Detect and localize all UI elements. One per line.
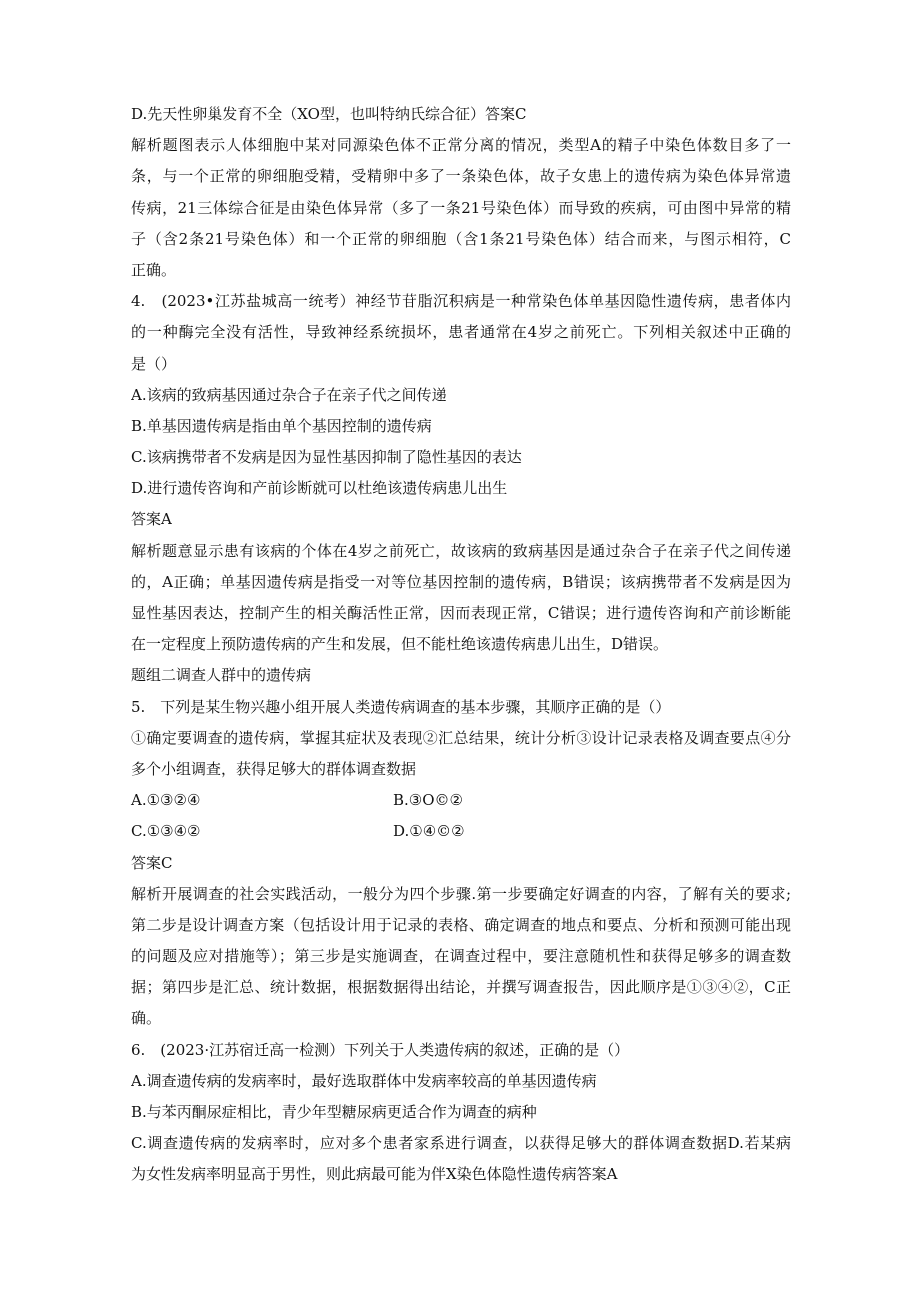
analysis-q5-line-2: 第二步是设计调查方案（包括设计用于记录的表格、确定调查的地点和要点、分析和预测可能出现 (131, 915, 791, 934)
question-6-option-b: B.与苯丙酮尿症相比，青少年型糖尿病更适合作为调查的病种 (131, 1103, 537, 1121)
question-4-option-b: B.单基因遗传病是指由单个基因控制的遗传病 (131, 416, 432, 435)
section-heading-group-2: 题组二调查人群中的遗传病 (131, 666, 312, 685)
question-4-stem-line-3: 是（） (131, 354, 177, 373)
question-5-option-c: C.①③④② (131, 822, 201, 841)
analysis-q4-line-3: 显性基因表达，控制产生的相关酶活性正常，因而表现正常，C错误；进行遗传咨询和产前诊断能 (131, 604, 791, 622)
question-4-answer: 答案A (131, 510, 172, 529)
analysis-q3-line-4: 子（含2条21号染色体）和一个正常的卵细胞（含1条21号染色体）结合而来，与图示相符，C (131, 229, 791, 248)
question-4-option-c: C.该病携带者不发病是因为显性基因抑制了隐性基因的表达 (131, 448, 522, 467)
analysis-q3-line-2: 条，与一个正常的卵细胞受精，受精卵中多了一条染色体，故子女患上的遗传病为染色体异常遗 (131, 167, 791, 186)
question-5-options-row-1 (131, 785, 791, 816)
question-5-stem: 5. 下列是某生物兴趣小组开展人类遗传病调查的基本步骤，其顺序正确的是（） (131, 697, 671, 716)
question-5-option-a: A.①③②④ (131, 791, 201, 810)
question-6-option-a: A.调查遗传病的发病率时，最好选取群体中发病率较高的单基因遗传病 (131, 1071, 597, 1090)
analysis-q3-line-5: 正确。 (131, 260, 177, 279)
question-5-answer: 答案C (131, 853, 173, 872)
analysis-q5-line-5: 确。 (131, 1009, 162, 1028)
question-6-option-c-d: C.调查遗传病的发病率时，应对多个患者家系进行调查，以获得足够大的群体调查数据D.若某病 (131, 1134, 791, 1153)
option-d-q3-with-answer: D.先天性卵巢发育不全（XO型，也叫特纳氏综合征）答案C (131, 105, 527, 123)
analysis-q4-line-1: 解析题意显示患有该病的个体在4岁之前死亡，故该病的致病基因是通过杂合子在亲子代之间传递 (131, 541, 791, 560)
analysis-q5-line-3: 的问题及应对措施等）；第三步是实施调查，在调查过程中，要注意随机性和获得足够多的调查数 (131, 947, 791, 966)
question-4-stem-line-1: 4. (2023•江苏盐城高一统考）神经节苷脂沉积病是一种常染色体单基因隐性遗传病，患者体内 (131, 292, 791, 311)
question-6-option-d-answer: 为女性发病率明显高于男性，则此病最可能为伴X染色体隐性遗传病答案A (131, 1165, 618, 1184)
question-5-option-d: D.①④©② (393, 822, 465, 841)
question-4-stem-line-2: 的一种酶完全没有活性，导致神经系统损坏，患者通常在4岁之前死亡。下列相关叙述中正确的 (131, 323, 791, 342)
analysis-q5-line-4: 据；第四步是汇总、统计数据，根据数据得出结论，并撰写调查报告，因此顺序是①③④②，C正 (131, 978, 791, 997)
question-4-option-a: A.该病的致病基因通过杂合子在亲子代之间传递 (131, 385, 447, 404)
question-5-options-row-2 (131, 816, 791, 847)
analysis-q4-line-2: 的，A正确；单基因遗传病是指受一对等位基因控制的遗传病，B错误；该病携带者不发病是因为 (131, 572, 791, 591)
question-4-option-d: D.进行遗传咨询和产前诊断就可以杜绝该遗传病患儿出生 (131, 479, 508, 498)
analysis-q4-line-4: 在一定程度上预防遗传病的产生和发展，但不能杜绝该遗传病患儿出生，D错误。 (131, 635, 669, 654)
analysis-q3-line-3: 传病，21三体综合征是由染色体异常（多了一条21号染色体）而导致的疾病，可由图中异常的精 (131, 198, 791, 217)
question-5-steps-line-1: ①确定要调查的遗传病，掌握其症状及表现②汇总结果，统计分析③设计记录表格及调查要点④分 (131, 728, 791, 747)
analysis-q3-line-1: 解析题图表示人体细胞中某对同源染色体不正常分离的情况，类型A的精子中染色体数目多了一 (131, 136, 791, 155)
document-body (131, 99, 791, 1191)
analysis-q5-line-1: 解析开展调查的社会实践活动，一般分为四个步骤.第一步要确定好调查的内容，了解有关的要求; (131, 884, 791, 903)
question-5-option-b: B.③O©② (393, 791, 463, 810)
question-6-stem: 6. (2023·江苏宿迁高一检测）下列关于人类遗传病的叙述，正确的是（） (131, 1040, 630, 1059)
question-5-steps-line-2: 多个小组调查，获得足够大的群体调查数据 (131, 759, 417, 778)
